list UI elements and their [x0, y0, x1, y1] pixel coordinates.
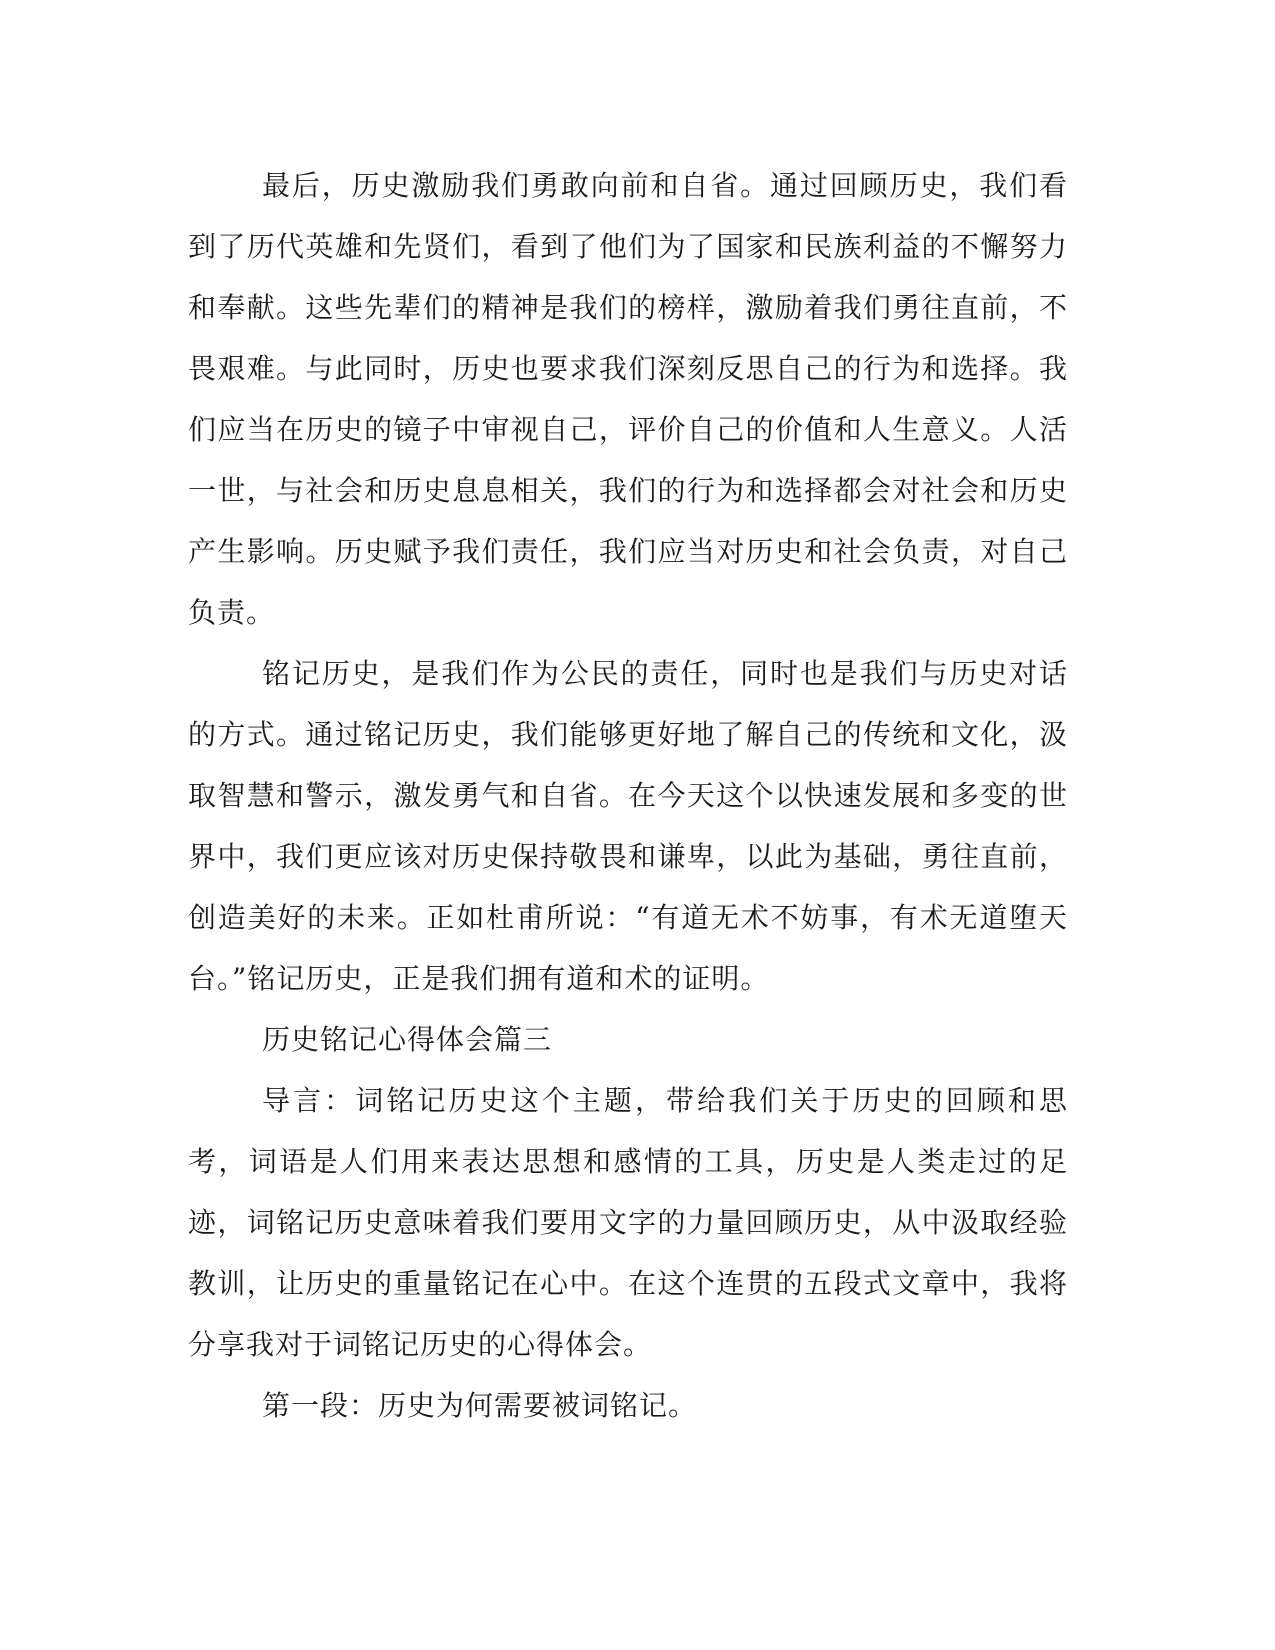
paragraph-history-inspires: 最后，历史激励我们勇敢向前和自省。通过回顾历史，我们看到了历代英雄和先贤们，看到了他们为了国家和民族利益的不懈努力和奉献。这些先辈们的精神是我们的榜样，激励着我们勇往直前，不畏艰难。与此同时，历史也要求我们深刻反思自己的行为和选择。我们应当在历史的镜子中审视自己，评价自己的价值和人生意义。人活一世，与社会和历史息息相关，我们的行为和选择都会对社会和历史产生影响。历史赋予我们责任，我们应当对历史和社会负责，对自己负责。 [188, 169, 1068, 629]
document-body [188, 155, 1068, 1436]
section-title: 历史铭记心得体会篇三 [262, 1023, 553, 1056]
paragraph-intro: 导言：词铭记历史这个主题，带给我们关于历史的回顾和思考，词语是人们用来表达思想和感情的工具，历史是人类走过的足迹，词铭记历史意味着我们要用文字的力量回顾历史，从中汲取经验教训，让历史的重量铭记在心中。在这个连贯的五段式文章中，我将分享我对于词铭记历史的心得体会。 [188, 1084, 1068, 1361]
first-section-heading: 第一段：历史为何需要被词铭记。 [262, 1389, 698, 1422]
paragraph-remember-history: 铭记历史，是我们作为公民的责任，同时也是我们与历史对话的方式。通过铭记历史，我们能够更好地了解自己的传统和文化，汲取智慧和警示，激发勇气和自省。在今天这个以快速发展和多变的世界中，我们更应该对历史保持敬畏和谦卑，以此为基础，勇往直前，创造美好的未来。正如杜甫所说：“有道无术不妨事，有术无道堕天台。”铭记历史，正是我们拥有道和术的证明。 [188, 657, 1068, 995]
